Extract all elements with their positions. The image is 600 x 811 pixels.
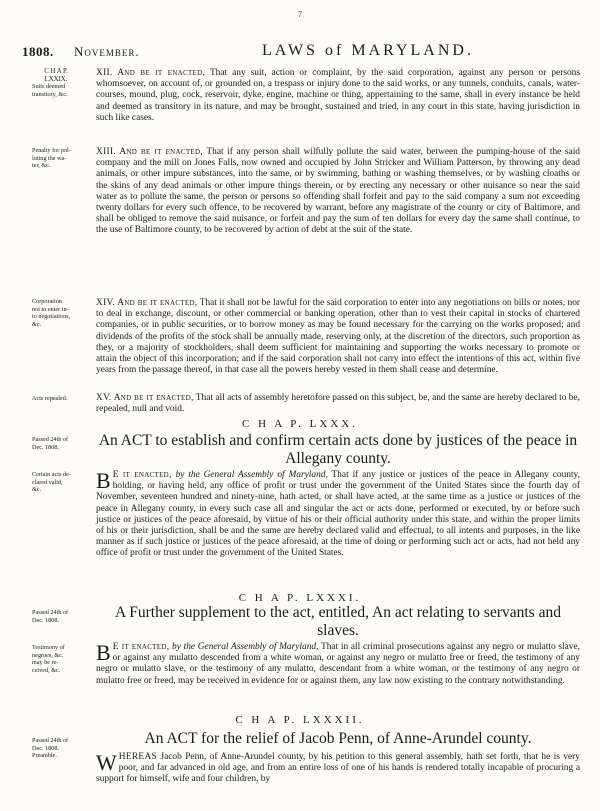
margin-line: Testimony of — [32, 644, 65, 651]
margin-line: not to enter in- — [32, 305, 69, 313]
margin-line: Preamble. — [32, 752, 57, 759]
section-text: That all acts of assembly heretofore passed on this subject, be, and the same are hereby declared to be, repealed, null and void. — [96, 393, 580, 415]
section-lead: HEREAS — [118, 752, 158, 762]
margin-line: Penalty for pol- — [32, 147, 71, 154]
chapter-heading-lxxxi: C H A P. LXXXI. — [238, 592, 362, 604]
margin-line: &c. — [32, 320, 42, 328]
running-header — [22, 42, 578, 62]
section-xii — [96, 68, 580, 124]
enacting-clause: by the General Assembly of Maryland, — [169, 642, 319, 652]
section-text: That if any person shall wilfully pollute the said water, between the pumping-house of the said company and the mill on Jones Falls, now owned and occupied by John Stricker and William Patterson, by throwing any dead animals, or other impure substances, into the same, or by swimming, bathing or washing themselves, or by washing cloaths or the skins of any dead animals or other impure things therein, or by erecting any necessary or other nuisance so near the said water as to pollute the same, the person or persons so offending shall forfeit and pay to the said company a sum not exceeding twenty dollars for every such offence, to be recovered by warrant, before any magistrate of the county or city of Baltimore, and shall be obliged to remove the said nuisance, or forfeit and pay the sum of ten dollars for every day the same shall continue, to the use of Baltimore county, to be recovered by action of debt at the suit of the state. — [96, 147, 580, 236]
drop-cap: W — [96, 750, 117, 775]
chapter-body-lxxxii — [96, 752, 580, 786]
margin-line: Dec. 1808. — [32, 616, 59, 624]
enacting-clause: by the General Assembly of Maryland, — [171, 470, 328, 480]
margin-line: ter, &c. — [32, 162, 51, 169]
margin-line: luting the wa- — [32, 154, 67, 162]
margin-line: Certain acts de- — [32, 471, 71, 478]
margin-line: Suits deemed — [32, 83, 66, 90]
section-xv — [96, 393, 580, 415]
section-lead: XV. And be it enacted, — [96, 393, 194, 403]
chapter-body-lxxxi — [96, 642, 580, 687]
margin-line: may be re- — [32, 659, 59, 666]
page-title: LAWS of MARYLAND. — [262, 42, 474, 59]
margin-note-xiii — [32, 147, 90, 170]
drop-cap: B — [96, 640, 111, 665]
section-text: Jacob Penn, of Anne-Arundel county, by his petition to this general assembly, hath set forth, that he is very poor, and far advanced in old age, and from an entire loss of one of his hands is rendered totally incapable of procuring a support for himself, wife and four children, by — [96, 752, 580, 785]
act-title-lxxx: An ACT to establish and confirm certain acts done by justices of the peace in Allegany county. — [98, 432, 578, 467]
margin-line: Dec. 1808. — [32, 443, 59, 451]
margin-note-xiv — [32, 298, 90, 328]
margin-note-lxxx — [32, 471, 90, 494]
chapter-body-lxxx — [96, 470, 580, 560]
chapter-heading-lxxx: C H A P. LXXX. — [242, 418, 358, 430]
margin-note-lxxxi — [32, 644, 90, 674]
margin-chap-num: LXXIX. — [44, 75, 68, 83]
passed-note-lxxxii — [32, 737, 90, 760]
header-year: 1808. — [22, 44, 54, 59]
section-text: That in all criminal prosecutions against any negro or mulatto slave, or against any mulatto descended from a white woman, or against any negro or mulatto free or freed, the testimony of any negro or mulatto slave, or the testimony of any mulatto, descendant from a white woman, or the testimony of any negro or mulatto free or freed, may be received in evidence for or against them, any law now existing to the contrary notwithstanding. — [96, 642, 580, 686]
page-number: 7 — [298, 10, 302, 19]
margin-note-xii — [32, 68, 90, 98]
drop-cap: B — [96, 468, 111, 493]
margin-line: Acts repealed. — [32, 395, 68, 402]
margin-line: Corporation — [32, 298, 62, 305]
margin-chap: C H A P. — [44, 68, 68, 75]
margin-line: &c. — [32, 486, 42, 493]
header-month: November. — [74, 44, 140, 59]
margin-line: Dec. 1808. — [32, 744, 59, 752]
section-lead: XIII. And be it enacted, — [96, 147, 203, 157]
act-title-lxxxii: An ACT for the relief of Jacob Penn, of Anne-Arundel county. — [144, 730, 532, 747]
margin-line: to negotiations, — [32, 313, 71, 320]
margin-line: ceived, &c. — [32, 666, 61, 674]
section-lead: XIV. And be it enacted, — [96, 298, 198, 308]
passed-note-lxxxi — [32, 609, 90, 624]
margin-note-xv — [32, 395, 90, 403]
section-lead: E it enacted, — [112, 642, 170, 652]
margin-line: clared valid, — [32, 478, 63, 486]
section-lead: XII. And be it enacted, — [96, 68, 206, 78]
margin-line: transitory, &c. — [32, 90, 68, 98]
margin-line: Passed 24th of — [32, 737, 69, 744]
section-lead: E it enacted, — [112, 470, 172, 480]
section-xiv — [96, 298, 580, 376]
section-text: That if any justice or justices of the peace in Allegany county, holding, or having held, any office of profit or trust under the government of the United States since the fourth day of November, seventeen hundred and ninety-nine, hath acted, or shall have acted, at the same time as a justice or justices of the peace in Allegany county, in every such case all and singular the act or acts done, performed or executed, by or before such justice or justices of the peace aforesaid, by virtue of his or their official authority under this state, and within the proper limits of his or their jurisdiction, shall be and the same are hereby declared valid and effectual, to all intents and purposes, in the like manner as if such justice or justices of the peace aforesaid, at the time of doing or performing such act or acts, had not held any office of profit or trust under the government of the United States. — [96, 470, 580, 559]
chapter-heading-lxxxii: C H A P. LXXXII. — [235, 714, 365, 726]
section-text: That any suit, action or complaint, by the said corporation, against any person or persons whomsoever, on account of, or grounded on, a trespass or injury done to the said works, or any tunnels, conduits, canals, water-courses, mound, plug, cock, reservoir, dyke, engine, machine or thing, appertaining to the same, shall in every instance be held and deemed as transitory in its nature, and may be brought, sustained and tried, in any court in this state, having jurisdiction in such like cases. — [96, 68, 580, 123]
passed-note-lxxx — [32, 436, 90, 451]
margin-line: Passed 24th of — [32, 609, 69, 616]
margin-line: negroes, &c. — [32, 651, 64, 659]
act-title-lxxxi: A Further supplement to the act, entitled, An act relating to servants and slaves. — [115, 604, 561, 639]
section-xiii — [96, 147, 580, 237]
margin-line: Passed 24th of — [32, 436, 69, 443]
section-text: That it shall not be lawful for the said corporation to enter into any negotiations on bills or notes, nor to deal in exchange, discount, or other commercial or banking operation, other than to vest their capital in stocks of chartered companies, or in public securities, or to borrow money as may be found necessary for the carrying on the works proposed; and dividends of the profits of the stock shall be annually made, reserving only, at the discretion of the directors, such proportion as they, or a majority of stockholders, shall deem sufficient for maintaining and supporting the works necessary to promote or attain the object of this incorporation; and if the said corporation shall not carry into effect the intentions of this act, within five years from the passage thereof, in that case all the powers hereby vested in them shall cease and determine. — [96, 298, 581, 376]
